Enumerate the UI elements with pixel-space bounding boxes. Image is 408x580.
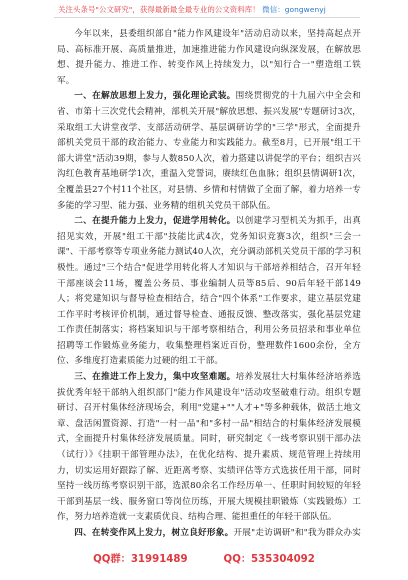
section-2-paragraph [57,214,361,370]
header-banner [58,4,364,15]
section-4-paragraph [57,526,361,539]
footer-qq-group: QQ群：31991489 [93,554,188,565]
section-3-paragraph [57,370,361,526]
intro-text: 今年以来，县委组织部自"能力作风建设年"活动启动以来，坚持高起点开局、高标准开展、高质量推进，加速推进能力作风建设向纵深发展，在解放思想、提升能力、推进工作、转变作风上持续发力，以"知行合一"塑造组工铁军。 [57,29,361,86]
section-1-paragraph [57,89,361,214]
footer-qq-number: QQ：535304092 [223,554,315,565]
section-3-text: 培养发展壮大村集体经济培养选拔优秀年轻干部纳入组织部门"能力作风建设年"活动攻坚破难行动。组织专题研讨、召开村集体经济现场会，利用"党建+""人才+"等多种载体，做活土地文章、盘活闲置资源、打造"一村一品"和"多村一品"相结合的村集体经济发展模式，全面提升村集体经济发展质量。同时，研究制定《一线考察识别干部办法（试行）》《挂职干部管理办法》，在优化结构、提升素质、规范管理上持续用力，切实运用好跟踪了解、近距离考察、实绩评估等方式选拔任用干部，同时坚持一线历练考察识别干部，选派80余名工作经历单一、任职时间较短的年轻干部到基层一线、服务窗口等岗位历练，开展大规模挂职锻炼（实践锻炼）工作，努力培养造就一支素质优良、结构合理、能担重任的年轻干部队伍。 [57,372,361,523]
section-1-heading: 一、在解放思想上发力，强化理论武装。 [74,91,236,102]
intro-paragraph [57,27,361,89]
section-4-text: 开展"走访调研"和"我为群众办实 [233,528,361,538]
section-2-heading: 二、在提升能力上发力，促进学用转化。 [74,216,236,227]
section-1-text: 围绕贯彻党的十九届六中全会和省、市第十三次党代会精神，部机关开展"解放思想、振兴发展"专题研讨3次，采取组工大讲堂夜学、支部活动研学、基层调研访学的"三学"形式，全面提升部机关党员干部的政治能力、专业能力和实践能力。截至8月，已开展"组工干部大讲堂"活动39期，参与人数850人次，着力搭建以讲促学的平台；组织吉兴沟红色教育基地研学1次，重温入党誓词，赓续红色血脉；组织县情调研1次，全覆盖县27个村11个社区，对县情、乡情和村情做了全面了解，着力培养一专多能的学习型、能力强、业务精的组机关党员干部队伍。 [57,91,361,211]
section-4-heading: 四、在转变作风上发力，树立良好形象。 [74,528,234,538]
footer-contact [0,550,408,565]
header-divider [54,17,360,18]
document-body [57,27,361,539]
section-3-heading: 三、在推进工作上发力，集中攻坚难题。 [74,372,236,383]
header-wechat-text: 微信：gongwenyj [262,5,326,14]
section-2-text: 以创建学习型机关为抓手，出真招见实效，开展"组工干部"技能比武4次，党务知识竞赛3次，组织"三会一课"、干部考察等专项业务能力测试40人次，充分调动部机关党员干部的学习积极性。通过"三个结合"促进学用转化将人才知识与干部培养相结合，召开年轻干部座谈会11场，覆盖公务员、事业编制人员等85后、90后年轻干部149人；将党建知识与督导检查相结合，结合"四个体系"工作要求，建立基层党建工作平时考核评价机制，通过督导检查、通报反馈、整改落实，强化基层党建工作责任制落实；将档案知识与干部考察相结合，利用公务员招录和事业单位招聘等工作锻炼业务能力，收集整理档案近百份，整理数件1600余份，全方位、多维度打造素质能力过硬的组工干部。 [57,216,361,367]
header-promo-text: 关注头条号"公文研究"，获得最新最全最专业的公文资料库！ [58,5,260,14]
